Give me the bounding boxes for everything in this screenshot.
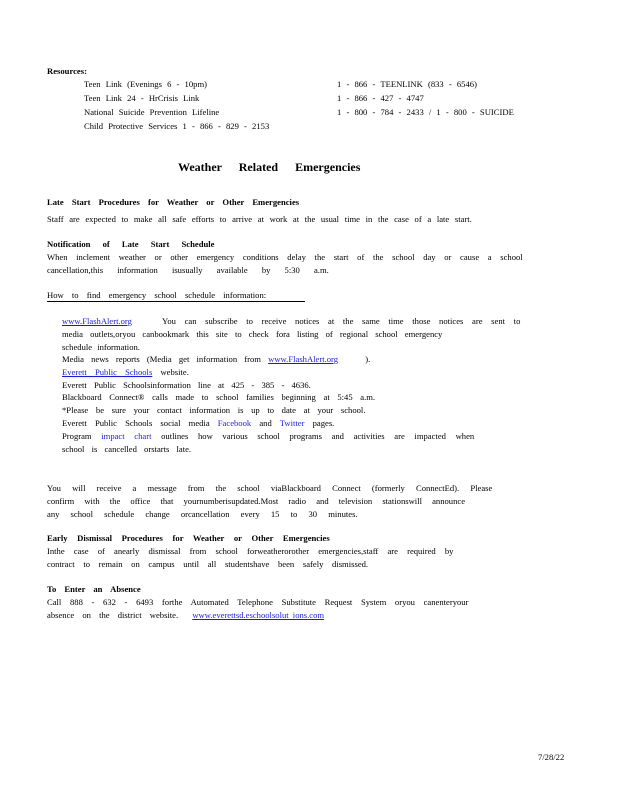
list-text: Media news reports (Media get information from [62,354,269,364]
list-text: school is cancelled orstarts late. [62,444,192,454]
resource-number: 1 - 800 - 784 - 2433 / 1 - 800 - SUICIDE [337,107,514,117]
impact-chart-link[interactable]: impact chart [101,431,152,441]
eps-website-link[interactable]: Everett Public Schools [62,367,153,377]
resource-label: Child Protective Services 1 - 866 - 829 - 2153 [84,121,270,131]
message-line: You will receive a message from the school viaBlackboard Connect (formerly ConnectEd). Please [47,483,493,493]
resource-label: Teen Link 24 - HrCrisis Link [84,93,200,103]
resource-label: National Suicide Prevention Lifeline [84,107,220,117]
absence-line: Call 888 - 632 - 6493 forthe Automated Telephone Substitute Request System oryou canenteryour [47,597,469,607]
list-text: Everett Public Schools social media [62,418,218,428]
early-dismissal-heading: Early Dismissal Procedures for Weather or Other Emergencies [47,533,330,543]
list-text: schedule information. [62,342,140,352]
list-text: ). [358,354,371,364]
list-text: media outlets,oryou canbookmark this site to check fora listing of regional school emergency [62,329,443,339]
early-dismissal-line: Inthe case of anearly dismissal from school forweatherorother emergencies,staff are required by [47,546,454,556]
eschool-link[interactable]: www.everettsd.eschoolsolut ions.com [192,610,325,620]
list-item [62,354,370,365]
list-text: You can subscribe to receive notices at the same time those notices are sent to [162,316,521,326]
absence-heading: To Enter an Absence [47,584,141,594]
resource-number: 1 - 866 - TEENLINK (833 - 6546) [337,79,477,89]
resource-number: 1 - 866 - 427 - 4747 [337,93,424,103]
notification-line: cancellation,this information isusually available by 5:30 a.m. [47,265,329,275]
absence-line [47,610,324,621]
list-text: and [251,418,280,428]
list-text: Blackboard Connect® calls made to school families beginning at 5:45 a.m. [62,392,376,402]
list-text: Program [62,431,102,441]
facebook-link[interactable]: Facebook [217,418,252,428]
flashalert-link[interactable]: www.FlashAlert.org [62,316,132,326]
late-start-text: Staff are expected to make all safe efforts to arrive at work at the usual time in the case of a late start. [47,214,472,224]
message-line: confirm with the office that yournumberisupdated.Most radio and television stationswill announce [47,496,466,506]
how-to-find-heading: How to find emergency school schedule information: [47,290,267,300]
notification-line: When inclement weather or other emergency conditions delay the start of the school day or cause a school [47,252,523,262]
heading-underline [47,301,305,302]
list-text: pages. [304,418,335,428]
page-title: Weather Related Emergencies [178,160,361,174]
flashalert-link[interactable]: www.FlashAlert.org [268,354,339,364]
list-text: *Please be sure your contact information is up to date at your school. [62,405,366,415]
resources-heading: Resources: [47,66,87,76]
resource-label: Teen Link (Evenings 6 - 10pm) [84,79,207,89]
message-line: any school schedule change orcancellation every 15 to 30 minutes. [47,509,358,519]
list-item [62,367,189,378]
list-item [62,431,474,442]
list-text: website. [152,367,189,377]
list-text: Everett Public Schoolsinformation line at 425 - 385 - 4636. [62,380,311,390]
list-item [62,418,334,429]
absence-text: absence on the district website. [47,610,187,620]
early-dismissal-line: contract to remain on campus until all studentshave been safely dismissed. [47,559,369,569]
notification-heading: Notification of Late Start Schedule [47,239,215,249]
late-start-heading: Late Start Procedures for Weather or Other Emergencies [47,197,300,207]
list-text: outlines how various school programs and activities are impacted when [151,431,475,441]
footer-date: 7/28/22 [538,752,565,762]
twitter-link[interactable]: Twitter [279,418,305,428]
